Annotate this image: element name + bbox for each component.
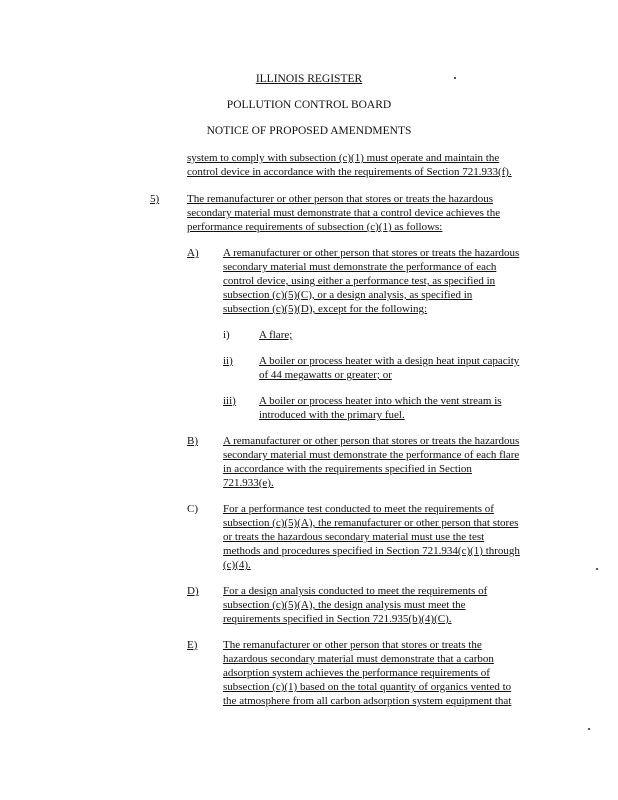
item-5-label: 5) [150, 193, 160, 205]
sub-i-label: i) [223, 329, 230, 341]
scan-speck [596, 568, 598, 570]
sub-ii-line-1: A boiler or process heater with a design heat input capacity [259, 355, 520, 367]
item-d-line-2: subsection (c)(5)(A), the design analysis must meet the [223, 599, 466, 611]
scan-speck [588, 728, 590, 730]
sub-ii-label: ii) [223, 355, 233, 367]
item-e-line-1: The remanufacturer or other person that stores or treats the [223, 639, 482, 651]
item-5-line-3: performance requirements of subsection (c)(1) as follows: [187, 221, 443, 233]
item-e-line-3: adsorption system achieves the performance requirements of [223, 667, 490, 679]
item-c-line-3: or treats the hazardous secondary material must use the test [223, 531, 485, 543]
item-5-line-2: secondary material must demonstrate that a control device achieves the [187, 207, 501, 219]
item-c-line-2: subsection (c)(5)(A), the remanufacturer or other person that stores [223, 517, 519, 529]
sub-iii-line-1: A boiler or process heater into which the vent stream is [259, 395, 502, 407]
continuation-line-1: system to comply with subsection (c)(1) must operate and maintain the [187, 152, 500, 164]
item-b-line-3: in accordance with the requirements specified in Section [223, 463, 472, 475]
item-b-line-1: A remanufacturer or other person that stores or treats the hazardous [223, 435, 520, 447]
scan-speck [454, 77, 456, 79]
sub-iii-label: iii) [223, 395, 236, 407]
item-c-line-5: (c)(4). [223, 559, 251, 571]
item-c-line-1: For a performance test conducted to meet the requirements of [223, 503, 494, 515]
item-a-line-4: subsection (c)(5)(C), or a design analysis, as specified in [223, 289, 473, 301]
item-b-line-2: secondary material must demonstrate the performance of each flare [223, 449, 520, 461]
item-b-label: B) [187, 435, 198, 447]
item-d-line-3: requirements specified in Section 721.935(b)(4)(C). [223, 613, 452, 625]
sub-i-text: A flare; [259, 329, 293, 341]
item-e-line-5: the atmosphere from all carbon adsorption system equipment that [223, 695, 512, 707]
item-e-label: E) [187, 639, 198, 651]
sub-iii-line-2: introduced with the primary fuel. [259, 409, 405, 421]
item-c-line-4: methods and procedures specified in Section 721.934(c)(1) through [223, 545, 520, 557]
item-b-line-4: 721.933(e). [223, 477, 274, 489]
item-5-line-1: The remanufacturer or other person that stores or treats the hazardous [187, 193, 494, 205]
item-e-line-2: hazardous secondary material must demonstrate that a carbon [223, 653, 494, 665]
item-d-line-1: For a design analysis conducted to meet the requirements of [223, 585, 488, 597]
item-e-line-4: subsection (c)(1) based on the total quantity of organics vented to [223, 681, 512, 693]
board-title: POLLUTION CONTROL BOARD [226, 99, 392, 111]
register-title: ILLINOIS REGISTER [255, 73, 363, 85]
item-d-label: D) [187, 585, 199, 597]
continuation-line-2: control device in accordance with the requirements of Section 721.933(f). [187, 166, 512, 178]
item-a-line-1: A remanufacturer or other person that stores or treats the hazardous [223, 247, 520, 259]
item-c-label: C) [187, 503, 198, 515]
item-a-line-5: subsection (c)(5)(D), except for the following: [223, 303, 428, 315]
item-a-line-2: secondary material must demonstrate the performance of each [223, 261, 497, 273]
sub-ii-line-2: of 44 megawatts or greater; or [259, 369, 392, 381]
item-a-line-3: control device, using either a performance test, as specified in [223, 275, 496, 287]
item-a-label: A) [187, 247, 199, 259]
notice-title: NOTICE OF PROPOSED AMENDMENTS [206, 125, 412, 137]
